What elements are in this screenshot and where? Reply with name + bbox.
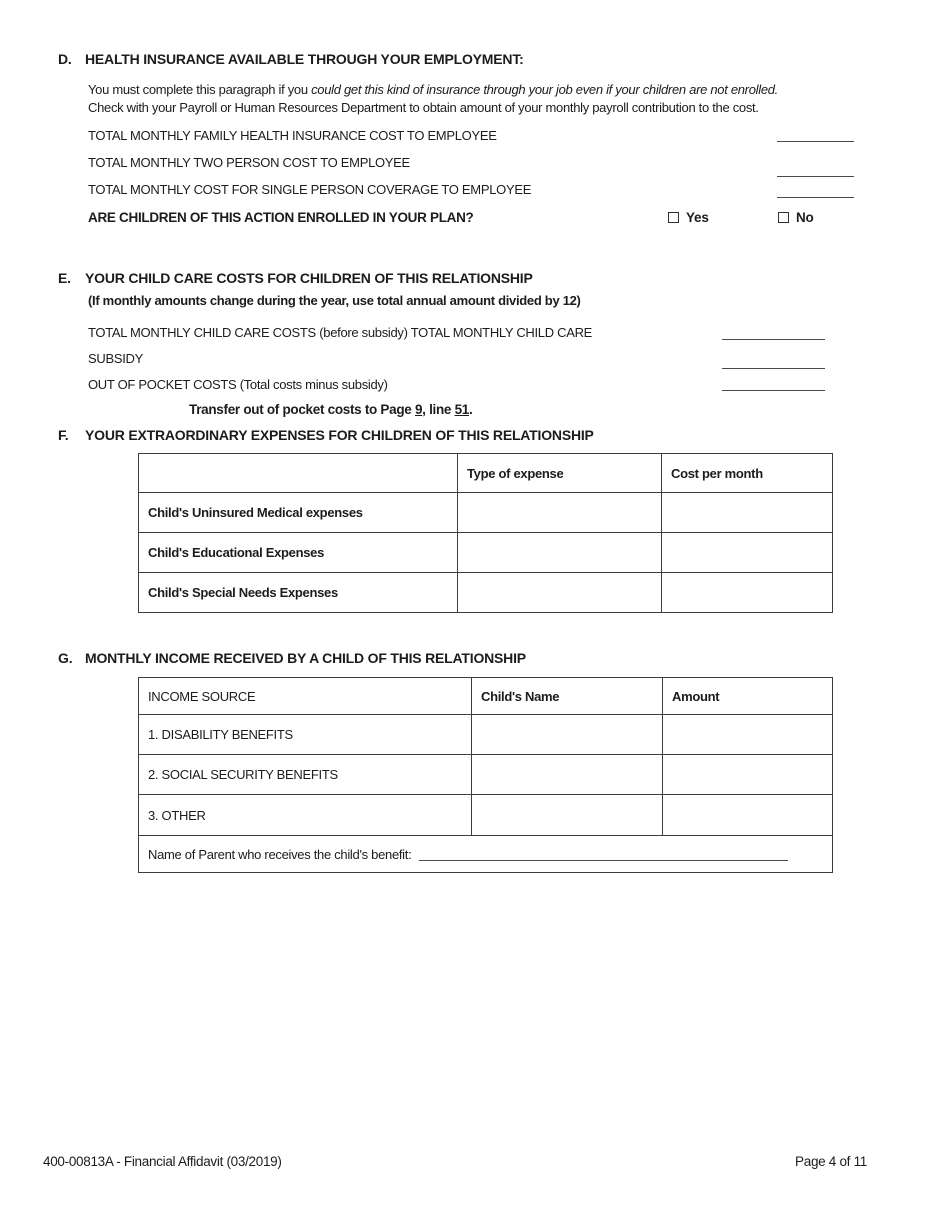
form-number: 400-00813A - Financial Affidavit (03/2019) xyxy=(43,1154,282,1169)
input-cell-type-special-needs[interactable] xyxy=(458,573,662,613)
yes-checkbox-group xyxy=(668,209,709,225)
section-letter: F. xyxy=(58,427,69,443)
fill-in-blank-parent-name[interactable] xyxy=(419,860,788,861)
table-header-row xyxy=(139,454,833,493)
row-label-disability: 1. DISABILITY BENEFITS xyxy=(139,715,472,755)
child-income-table xyxy=(138,677,833,873)
fill-in-blank-out-of-pocket[interactable] xyxy=(722,390,825,391)
table-footer-row xyxy=(139,836,833,873)
fill-in-blank-two-person-cost[interactable] xyxy=(777,176,854,177)
row-label-uninsured-medical: Child's Uninsured Medical expenses xyxy=(139,493,458,533)
table-row xyxy=(139,755,833,795)
fill-in-blank-single-person-cost[interactable] xyxy=(777,197,854,198)
section-letter: D. xyxy=(58,51,72,67)
table-header-row xyxy=(139,678,833,715)
field-label-family-cost: TOTAL MONTHLY FAMILY HEALTH INSURANCE COST TO EMPLOYEE xyxy=(88,128,497,143)
transfer-text-1: Transfer out of pocket costs to Page xyxy=(189,402,415,417)
input-cell-amount-other[interactable] xyxy=(663,795,833,836)
section-f-title: YOUR EXTRAORDINARY EXPENSES FOR CHILDREN OF THIS RELATIONSHIP xyxy=(85,427,594,443)
section-letter: G. xyxy=(58,650,73,666)
amount-header: Amount xyxy=(663,678,833,715)
input-cell-cost-uninsured[interactable] xyxy=(662,493,833,533)
input-cell-type-uninsured[interactable] xyxy=(458,493,662,533)
table-row xyxy=(139,493,833,533)
table-row xyxy=(139,533,833,573)
intro-regular: You must complete this paragraph if you xyxy=(88,82,312,97)
section-g-heading xyxy=(58,650,526,666)
input-cell-name-disability[interactable] xyxy=(472,715,663,755)
row-label-other: 3. OTHER xyxy=(139,795,472,836)
section-d-title: HEALTH INSURANCE AVAILABLE THROUGH YOUR EMPLOYMENT: xyxy=(85,51,524,67)
fill-in-blank-subsidy[interactable] xyxy=(722,368,825,369)
section-g-title: MONTHLY INCOME RECEIVED BY A CHILD OF THIS RELATIONSHIP xyxy=(85,650,526,666)
fill-in-blank-family-cost[interactable] xyxy=(777,141,854,142)
row-label-social-security: 2. SOCIAL SECURITY BENEFITS xyxy=(139,755,472,795)
section-e-note: (If monthly amounts change during the year, use total annual amount divided by 12) xyxy=(88,293,581,308)
no-label: No xyxy=(796,209,814,225)
transfer-text-2: , line xyxy=(422,402,455,417)
no-checkbox[interactable] xyxy=(778,212,789,223)
field-label-single-person-cost: TOTAL MONTHLY COST FOR SINGLE PERSON COVERAGE TO EMPLOYEE xyxy=(88,182,532,197)
section-letter: E. xyxy=(58,270,71,286)
input-cell-cost-special-needs[interactable] xyxy=(662,573,833,613)
input-cell-amount-disability[interactable] xyxy=(663,715,833,755)
table-row xyxy=(139,715,833,755)
field-label-out-of-pocket: OUT OF POCKET COSTS (Total costs minus subsidy) xyxy=(88,377,388,392)
childs-name-header: Child's Name xyxy=(472,678,663,715)
extraordinary-expenses-table xyxy=(138,453,833,613)
input-cell-name-social-security[interactable] xyxy=(472,755,663,795)
section-d-heading xyxy=(58,51,524,67)
intro-line1 xyxy=(88,81,778,99)
section-e-heading xyxy=(58,270,533,286)
transfer-instruction xyxy=(189,402,472,417)
table-row xyxy=(139,573,833,613)
field-label-subsidy: SUBSIDY xyxy=(88,351,143,366)
input-cell-cost-educational[interactable] xyxy=(662,533,833,573)
children-enrolled-question: ARE CHILDREN OF THIS ACTION ENROLLED IN YOUR PLAN? xyxy=(88,210,474,225)
yes-label: Yes xyxy=(686,209,709,225)
row-label-special-needs: Child's Special Needs Expenses xyxy=(139,573,458,613)
page-number: Page 4 of 11 xyxy=(795,1154,867,1169)
transfer-text-3: . xyxy=(469,402,473,417)
section-d-intro xyxy=(88,81,778,117)
input-cell-type-educational[interactable] xyxy=(458,533,662,573)
field-label-childcare-costs: TOTAL MONTHLY CHILD CARE COSTS (before subsidy) TOTAL MONTHLY CHILD CARE xyxy=(88,325,593,340)
no-checkbox-group xyxy=(778,209,814,225)
income-source-header: INCOME SOURCE xyxy=(139,678,472,715)
transfer-line-number: 51 xyxy=(454,402,470,417)
parent-benefit-label: Name of Parent who receives the child's benefit: xyxy=(148,846,412,862)
yes-checkbox[interactable] xyxy=(668,212,679,223)
row-label-educational: Child's Educational Expenses xyxy=(139,533,458,573)
fill-in-blank-childcare-costs[interactable] xyxy=(722,339,825,340)
section-f-heading xyxy=(58,427,594,443)
intro-line2: Check with your Payroll or Human Resources Department to obtain amount of your monthly payroll contribution to the cost. xyxy=(88,100,759,115)
section-e-title: YOUR CHILD CARE COSTS FOR CHILDREN OF THIS RELATIONSHIP xyxy=(85,270,533,286)
type-of-expense-header: Type of expense xyxy=(458,454,662,493)
intro-italic: could get this kind of insurance through your job even if your children are not enrolled. xyxy=(311,82,778,97)
input-cell-amount-social-security[interactable] xyxy=(663,755,833,795)
parent-benefit-cell xyxy=(139,836,833,873)
empty-header-cell xyxy=(139,454,458,493)
cost-per-month-header: Cost per month xyxy=(662,454,833,493)
field-label-two-person-cost: TOTAL MONTHLY TWO PERSON COST TO EMPLOYEE xyxy=(88,155,410,170)
input-cell-name-other[interactable] xyxy=(472,795,663,836)
transfer-page-number: 9 xyxy=(414,402,423,417)
table-row xyxy=(139,795,833,836)
